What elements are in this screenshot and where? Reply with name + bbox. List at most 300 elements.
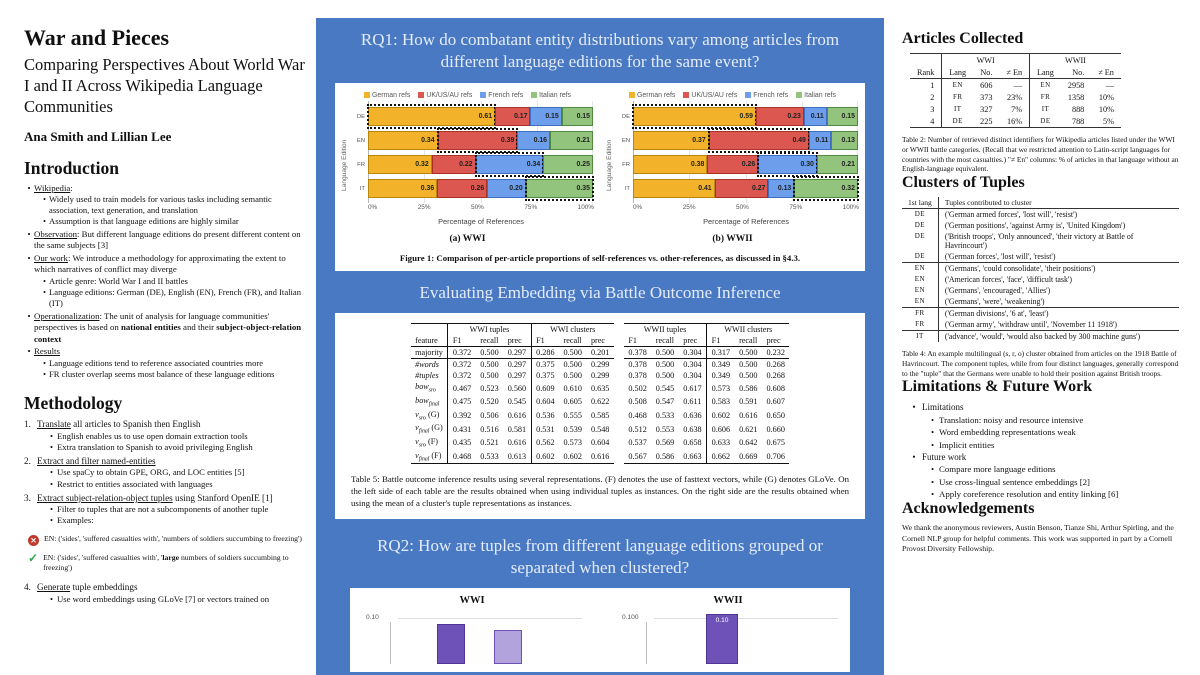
feature-cell: bow$_{sro}$ xyxy=(415,382,436,394)
tuple-example xyxy=(28,550,306,574)
value-cell: 0.613 xyxy=(503,450,531,464)
table2-row xyxy=(910,115,1121,128)
value-cell: 0.372 xyxy=(448,347,476,359)
table5-card xyxy=(335,313,865,518)
rq2-wwii-bar-1 xyxy=(706,614,738,664)
table4-row xyxy=(902,209,1179,221)
self-reference-outline xyxy=(437,128,519,153)
table4-row xyxy=(902,251,1179,263)
plot-main xyxy=(351,105,594,226)
bar-segment: 0.36 xyxy=(368,179,437,198)
lang-cell: DE xyxy=(902,251,938,263)
legend-label: UK/US/AU refs xyxy=(691,91,738,99)
self-reference-outline xyxy=(793,176,859,201)
subcaption: (b) WWII xyxy=(712,233,753,244)
self-reference-outline xyxy=(367,104,496,129)
bar-segment: 0.15 xyxy=(827,107,858,126)
bullet-icon: • xyxy=(27,182,31,193)
clusters-heading: Clusters of Tuples xyxy=(902,174,1025,192)
value-cell: 0.635 xyxy=(590,383,610,393)
cell: 606 xyxy=(980,80,993,90)
bullet-icon: • xyxy=(930,464,935,475)
bar-segment: 0.16 xyxy=(517,131,550,150)
value-cell: 0.299 xyxy=(590,360,610,370)
value-cell: 0.500 xyxy=(480,360,499,370)
example-text xyxy=(43,553,306,574)
bullet-icon: • xyxy=(930,439,935,450)
bar-segment: 0.11 xyxy=(804,107,827,126)
table2-header-row xyxy=(910,66,1121,79)
column-gap xyxy=(614,395,624,409)
value-cell: 0.201 xyxy=(586,347,613,359)
bar-segment: 0.26 xyxy=(437,179,487,198)
column-header: Tuples contributed to cluster xyxy=(938,197,1179,209)
methodology-heading: Methodology xyxy=(24,393,123,414)
lang-cell: EN xyxy=(902,274,938,285)
value-cell: 0.663 xyxy=(679,450,707,464)
feature-tail: (G) xyxy=(425,409,440,419)
bar-track xyxy=(368,107,593,126)
italian-refs-legend-chip xyxy=(796,92,802,98)
methodology-item xyxy=(24,418,306,430)
category-label: DE xyxy=(356,113,365,120)
cell: 2958 xyxy=(1067,80,1085,90)
text-segment: Results xyxy=(34,346,60,357)
table4-header-row xyxy=(902,197,1179,209)
rq2-wwii-chart xyxy=(618,595,838,664)
x-tick: 75% xyxy=(789,203,803,211)
feature-tail: (F) xyxy=(429,450,442,460)
cell: 225 xyxy=(973,115,999,128)
group-header: WWII tuples xyxy=(624,324,707,336)
bullet-text xyxy=(34,183,73,195)
table5-caption: Table 5: Battle outcome inference results using several representations. (F) denotes the use of fasttext vectors, while (G) denotes GLoVe. On the left side of each table are the results obtained when using individual tuples as instances. On the right side are the results obtained when using the mean of a cluster's tuple representations as instances. xyxy=(351,474,849,509)
bar-row xyxy=(351,105,594,129)
intro-sub-bullet xyxy=(40,194,306,216)
bar-segment: 0.26 xyxy=(707,155,758,174)
column-header: Rank xyxy=(910,66,942,79)
table5-row xyxy=(411,436,790,450)
bullet-text xyxy=(49,287,306,309)
bullet-icon: • xyxy=(49,504,54,515)
value-cell: 0.604 xyxy=(531,395,559,409)
bullet-text xyxy=(57,479,213,490)
embedding-section-heading: Evaluating Embedding via Battle Outcome Inference xyxy=(419,282,781,302)
text-segment: Language editions: German (DE), English (EN), French (FR), and Italian (IT) xyxy=(49,287,302,309)
table4-row xyxy=(902,308,1179,320)
table4-row xyxy=(902,331,1179,343)
value-cell: 0.545 xyxy=(655,383,675,393)
group-header: WWI xyxy=(942,54,1030,67)
corner-cell xyxy=(411,324,448,336)
lang-cell: DE xyxy=(902,209,938,221)
value-cell: 0.573 xyxy=(563,438,582,448)
feature-tail: (G) xyxy=(429,423,443,433)
tuple-cell: ('German army', 'withdraw until', 'November 11 1918') xyxy=(938,319,1179,331)
feature-header: feature xyxy=(411,335,448,347)
value-cell: 0.500 xyxy=(563,371,582,381)
value-cell: 0.375 xyxy=(531,359,559,371)
table4-row xyxy=(902,296,1179,308)
cell: 2 xyxy=(910,91,942,103)
value-cell: 0.349 xyxy=(707,370,735,381)
tuple-cell: ('Germans', 'encouraged', 'Allies') xyxy=(944,286,1051,296)
cell: EN xyxy=(1040,81,1051,89)
value-cell: 0.268 xyxy=(766,360,785,370)
value-cell: 0.500 xyxy=(559,347,586,359)
bar-row xyxy=(351,177,594,201)
feature-cell: $v_{final}$ (G) xyxy=(415,423,443,435)
category-label: FR xyxy=(622,161,630,168)
text-segment: tuple embeddings xyxy=(70,582,138,593)
group-header: WWII clusters xyxy=(707,324,790,336)
text-segment: Extract and filter named-entities xyxy=(37,456,156,467)
table4-row xyxy=(902,263,1179,275)
bar-track xyxy=(633,155,858,174)
value-cell: 0.610 xyxy=(563,383,582,393)
text-segment: Use spaCy to obtain GPE, ORG, and LOC entities [5] xyxy=(57,467,245,478)
cell: 327 xyxy=(980,104,993,114)
legend-item xyxy=(531,92,571,99)
value-cell: 0.475 xyxy=(448,395,476,409)
lang-cell: EN xyxy=(902,285,938,296)
bar-segment: 0.38 xyxy=(633,155,707,174)
poster-authors: Ana Smith and Lillian Lee xyxy=(24,128,172,144)
table2-row xyxy=(910,91,1121,103)
lang-cell: EN xyxy=(902,263,938,275)
category-label: IT xyxy=(624,185,630,192)
legend-item xyxy=(745,92,788,99)
corner-cell xyxy=(910,54,942,67)
methodology-sub-bullet xyxy=(46,515,306,526)
bar-segment: 0.21 xyxy=(550,131,593,150)
bar-segment: 0.59 xyxy=(633,107,756,126)
bar-track xyxy=(633,131,858,150)
cross-icon: ✕ xyxy=(28,535,39,546)
table4-caption: Table 4: An example multilingual (s, r, o) cluster obtained from articles on the 1918 Battle of Havrincourt. The component tuples, while from four distinct languages, generally correspond to the "tuple" that the Germans were unable to hold their position against British troops. xyxy=(902,349,1179,378)
cell: 5% xyxy=(1091,115,1121,128)
bar-row xyxy=(616,177,859,201)
bar-row xyxy=(616,153,859,177)
table5-row xyxy=(411,409,790,423)
value-cell: 0.467 xyxy=(448,381,476,395)
tuple-cell: ('German forces', 'lost will', 'resist') xyxy=(938,251,1179,263)
value-cell: 0.304 xyxy=(683,371,702,381)
german-refs-legend-chip xyxy=(364,92,370,98)
limitations-sub-bullet xyxy=(926,439,1188,451)
bullet-text xyxy=(57,467,245,478)
value-cell: 0.500 xyxy=(739,371,758,381)
table5-row xyxy=(411,359,790,371)
self-reference-outline xyxy=(525,176,594,201)
value-cell: 0.533 xyxy=(476,450,503,464)
value-cell: 0.602 xyxy=(707,409,735,423)
cell: 1358 xyxy=(1067,92,1085,102)
category-label: EN xyxy=(621,137,630,144)
value-cell: 0.468 xyxy=(628,410,647,420)
feature-name: bow xyxy=(415,395,429,405)
methodology-item-4-wrap xyxy=(24,581,306,604)
value-cell: 0.531 xyxy=(531,422,559,436)
x-tick: 100% xyxy=(842,203,859,211)
value-cell: 0.500 xyxy=(655,360,675,370)
check-icon: ✓ xyxy=(28,550,39,565)
bullet-text xyxy=(34,346,60,358)
intro-bullet xyxy=(24,253,306,276)
stacked-bar-chart xyxy=(606,91,859,244)
bullet-icon: • xyxy=(49,441,54,452)
bar-segment: 0.21 xyxy=(817,155,858,174)
limitations-bullet xyxy=(906,401,1188,414)
value-cell: 0.602 xyxy=(531,450,559,464)
limitations-sub-bullet xyxy=(926,476,1188,488)
self-reference-outline xyxy=(632,104,757,129)
legend-label: UK/US/AU refs xyxy=(426,91,473,99)
methodology-list xyxy=(24,418,306,605)
cell: 7% xyxy=(999,103,1029,115)
table2-caption: Table 2: Number of retrieved distinct identifiers for Wikipedia articles listed under the WWI or WWII battle categories. (Recall that we restricted attention to Latin-script languages for countries with the most casualties.) "≠ En" columns: % of articles in that language without an English-language equivalent. xyxy=(902,135,1179,174)
bullet-text xyxy=(49,358,263,369)
bar-segment: 0.61 xyxy=(368,107,495,126)
value-cell: 0.585 xyxy=(590,410,610,420)
column-gap xyxy=(614,324,624,336)
bar-segment: 0.20 xyxy=(487,179,525,198)
intro-sub-bullet xyxy=(40,276,306,287)
example-text xyxy=(44,534,302,544)
legend-item xyxy=(418,92,472,99)
feature-name: #words xyxy=(415,360,439,370)
lang-cell: DE xyxy=(902,231,938,251)
column-gap xyxy=(614,347,624,359)
value-cell: 0.506 xyxy=(480,410,499,420)
bullet-icon: • xyxy=(930,414,935,425)
lang-cell: FR xyxy=(902,319,938,331)
value-cell: 0.553 xyxy=(655,424,675,434)
bar-row xyxy=(616,129,859,153)
value-cell: 0.662 xyxy=(707,450,735,464)
bullet-text xyxy=(57,431,248,442)
legend-item xyxy=(796,92,836,99)
tuple-cell: ('American forces', 'face', 'difficult task') xyxy=(944,275,1072,285)
bar-track xyxy=(633,179,858,198)
text-segment: subject-object-relation context xyxy=(34,322,302,344)
lang-cell: EN xyxy=(902,296,938,308)
legend-label: German refs xyxy=(637,91,676,99)
feature-cell: $v_{sro}$ (G) xyxy=(415,409,440,422)
cell: DE xyxy=(942,115,973,128)
methodology-sub-bullet xyxy=(46,504,306,515)
limitations-sub-bullet xyxy=(926,488,1188,500)
limitations-heading: Limitations & Future Work xyxy=(902,378,1093,396)
table2-group-header-row xyxy=(910,54,1121,67)
rq2-wwii-bar-label: 0.10 xyxy=(715,617,729,625)
value-cell: 0.378 xyxy=(628,360,647,370)
bullet-icon: • xyxy=(42,194,46,205)
text-segment: Widely used to train models for various tasks including semantic association, text generation, and translation xyxy=(49,194,272,216)
x-axis-title: Percentage of References xyxy=(438,216,524,226)
bullet-icon: • xyxy=(930,476,935,487)
methodology-sub-bullet xyxy=(46,479,306,490)
value-cell: 0.638 xyxy=(683,424,702,434)
value-cell: 0.642 xyxy=(739,438,758,448)
tuple-example xyxy=(28,534,306,546)
cell: — xyxy=(1105,80,1114,90)
column-header: F1 xyxy=(707,335,735,347)
value-cell: 0.516 xyxy=(480,424,499,434)
bullet-text: Use cross-lingual sentence embeddings [2] xyxy=(939,476,1090,487)
rq2-wwii-title: WWII xyxy=(713,595,743,607)
table5-group-header-row xyxy=(411,324,790,336)
rq2-wwi-title: WWI xyxy=(459,595,485,607)
legend-item xyxy=(629,92,675,99)
methodology-item xyxy=(24,492,306,504)
limitations-sub-bullet xyxy=(926,414,1188,426)
text-segment: Our work xyxy=(34,252,68,263)
cell: 1 xyxy=(910,79,942,92)
feature-cell xyxy=(411,359,448,371)
value-cell: 0.583 xyxy=(707,395,735,409)
bullet-icon: • xyxy=(49,515,54,526)
feature-cell xyxy=(411,370,448,381)
limitations-bullet xyxy=(906,451,1188,464)
value-cell: 0.706 xyxy=(762,450,789,464)
text-segment: Wikipedia xyxy=(34,182,71,193)
intro-sub-bullet xyxy=(40,287,306,309)
column-header: F1 xyxy=(531,335,559,347)
italian-refs-legend-chip xyxy=(531,92,537,98)
text-segment: Examples: xyxy=(57,515,94,526)
value-cell: 0.555 xyxy=(563,410,582,420)
table2-row xyxy=(910,79,1121,92)
text-segment: all articles to Spanish then English xyxy=(70,419,201,430)
rq2-wwi-ytick: 0.10 xyxy=(366,614,379,622)
group-header: WWI tuples xyxy=(448,324,531,336)
poster-title: War and Pieces xyxy=(24,25,170,50)
value-cell: 0.435 xyxy=(448,436,476,450)
bar-row xyxy=(616,105,859,129)
value-cell: 0.591 xyxy=(739,397,758,407)
column-header: recall xyxy=(559,335,586,347)
table4-row xyxy=(902,220,1179,231)
bullet-icon: • xyxy=(912,402,916,413)
bullet-text: Apply coreference resolution and entity linking [6] xyxy=(939,489,1119,500)
value-cell: 0.609 xyxy=(531,381,559,395)
value-cell: 0.378 xyxy=(624,347,651,359)
uk-us-au-refs-legend-chip xyxy=(418,92,424,98)
tuple-cell: ('German armed forces', 'lost will', 'resist') xyxy=(944,210,1078,220)
text-segment: : xyxy=(70,182,73,193)
self-reference-outline xyxy=(475,152,545,177)
y-axis-title: Language Edition xyxy=(341,139,348,192)
bullet-text: Translation: noisy and resource intensive xyxy=(939,414,1084,425)
tuple-cell: ('British troops', 'Only announced', 'their victory at Battle of Havrincourt') xyxy=(944,232,1134,251)
value-cell: 0.232 xyxy=(762,347,789,359)
column-header: 1st lang xyxy=(902,197,938,209)
table4-row xyxy=(902,231,1179,251)
value-cell: 0.297 xyxy=(507,360,527,370)
legend-item xyxy=(364,92,410,99)
value-cell: 0.547 xyxy=(655,397,675,407)
column-header: recall xyxy=(735,335,762,347)
value-cell: 0.658 xyxy=(683,438,702,448)
column-gap xyxy=(614,422,624,436)
figure1-card xyxy=(335,83,865,271)
value-cell: 0.536 xyxy=(531,409,559,423)
column-header: prec xyxy=(679,335,707,347)
bar-segment: 0.23 xyxy=(756,107,804,126)
articles-collected-table xyxy=(910,53,1121,128)
column-header: F1 xyxy=(448,335,476,347)
feature-tail: (F) xyxy=(425,436,438,446)
bar-segment: 0.34 xyxy=(476,155,544,174)
bullet-text xyxy=(57,594,269,605)
bar-segment: 0.30 xyxy=(758,155,817,174)
legend-label: Italian refs xyxy=(804,91,836,99)
introduction-heading: Introduction xyxy=(24,157,119,178)
value-cell: 0.636 xyxy=(683,410,702,420)
methodology-sub-bullet xyxy=(46,467,306,478)
value-cell: 0.586 xyxy=(651,450,678,464)
column-header: recall xyxy=(476,335,503,347)
lang-cell: IT xyxy=(902,331,938,343)
figure1-caption: Figure 1: Comparison of per-article proportions of self-references vs. other-references, as discussed in §4.3. xyxy=(399,252,801,263)
bullet-icon: • xyxy=(49,593,54,604)
bullet-text xyxy=(49,194,306,216)
table2-row xyxy=(910,103,1121,115)
bar-track xyxy=(368,179,593,198)
value-cell: 0.468 xyxy=(448,450,476,464)
text-segment: large xyxy=(162,552,180,562)
text-segment: Observation xyxy=(34,228,77,239)
cell: 4 xyxy=(910,115,942,128)
value-cell: 0.500 xyxy=(651,347,678,359)
column-gap xyxy=(614,450,624,464)
column-header: ≠ En xyxy=(999,66,1029,79)
table5-subheader-row xyxy=(411,335,790,347)
text-segment: : The unit of analysis for language communities' perspectives is based on xyxy=(34,310,270,333)
value-cell: 0.611 xyxy=(683,397,702,407)
plot-wrap xyxy=(341,105,594,226)
column-header: Lang xyxy=(942,66,973,79)
column-header: prec xyxy=(586,335,613,347)
tuple-cell: ('German positions', 'against Army is', 'United Kingdom') xyxy=(944,221,1126,231)
bar-segment: 0.13 xyxy=(831,131,858,150)
value-cell: 0.508 xyxy=(628,397,647,407)
intro-bullet xyxy=(24,311,306,346)
bar-row xyxy=(351,153,594,177)
group-header: WWII xyxy=(1030,54,1121,67)
methodology-sub-bullet xyxy=(46,442,306,453)
bullet-icon: • xyxy=(42,369,46,380)
value-cell: 0.608 xyxy=(766,383,785,393)
gridline xyxy=(398,618,582,619)
rq2-wwii-ytick: 0.100 xyxy=(622,614,639,622)
plot-rows xyxy=(616,105,859,201)
bar-segment: 0.39 xyxy=(438,131,518,150)
bar-segment: 0.35 xyxy=(526,179,593,198)
poster-subtitle: Comparing Perspectives About World War I and II Across Wikipedia Language Communities xyxy=(24,55,305,117)
value-cell: 0.604 xyxy=(590,438,610,448)
bar-segment: 0.41 xyxy=(633,179,715,198)
bar-track xyxy=(368,155,593,174)
cell: 10% xyxy=(1098,104,1114,114)
category-label: EN xyxy=(356,137,365,144)
table4-row xyxy=(902,274,1179,285)
acknowledgements-text: We thank the anonymous reviewers, Austin Benson, Tianze Shi, Arthur Spirling, and the Cornell NLP group for helpful comments. This work was supported in part by a Cornell Provost Diversity Fellowship. xyxy=(902,523,1174,554)
bullet-icon: • xyxy=(27,252,31,263)
value-cell: 0.545 xyxy=(507,397,527,407)
column-header: Lang xyxy=(1030,66,1061,79)
